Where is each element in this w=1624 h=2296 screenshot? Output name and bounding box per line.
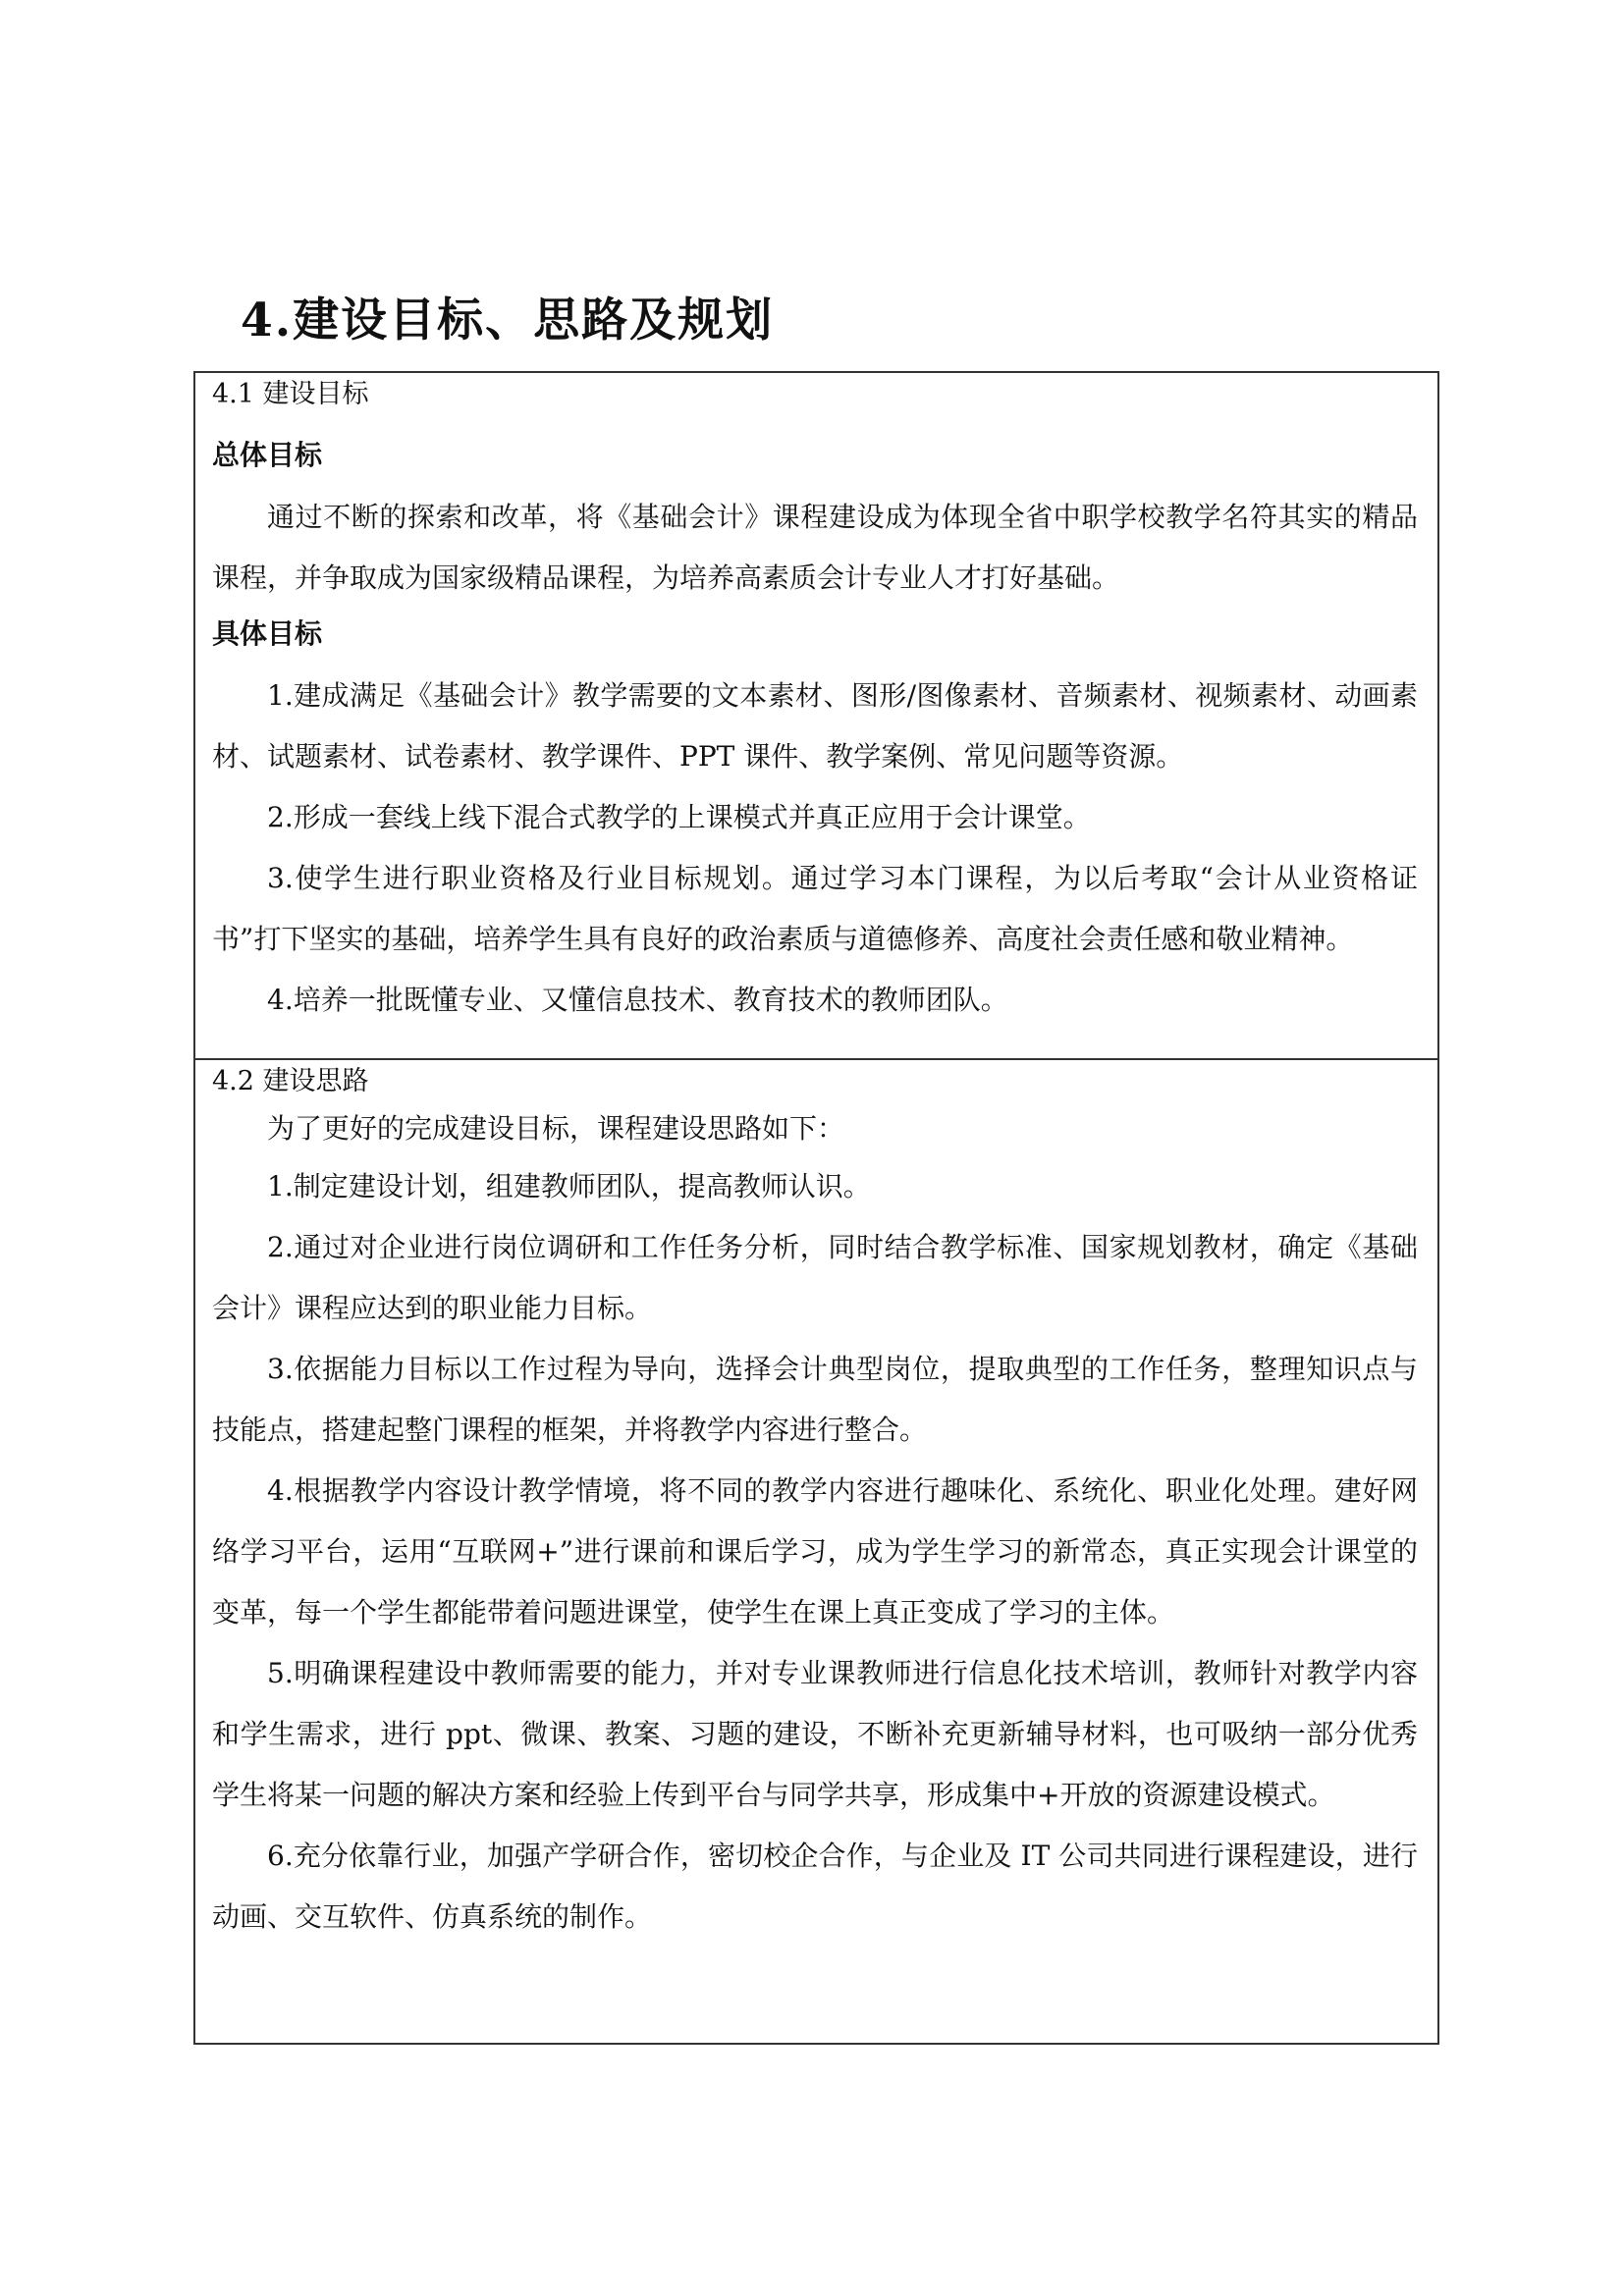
approach-item: 6.充分依靠行业，加强产学研合作，密切校企合作，与企业及 IT 公司共同进行课程建设，进行动画、交互软件、仿真系统的制作。	[212, 1840, 1418, 1933]
specific-goal-item: 2.形成一套线上线下混合式教学的上课模式并真正应用于会计课堂。	[267, 801, 1091, 833]
overall-goal-text: 通过不断的探索和改革，将《基础会计》课程建设成为体现全省中职学校教学名符其实的精品课程，并争取成为国家级精品课程，为培养高素质会计专业人才打好基础。	[212, 501, 1418, 594]
approach-item: 2.通过对企业进行岗位调研和工作任务分析，同时结合教学标准、国家规划教材，确定《基础会计》课程应达到的职业能力目标。	[212, 1231, 1418, 1324]
overall-goal-heading: 总体目标	[212, 439, 323, 471]
page-title: 4.建设目标、思路及规划	[241, 294, 775, 347]
approach-item: 1.制定建设计划，组建教师团队，提高教师认识。	[267, 1170, 871, 1202]
specific-goal-item: 3.使学生进行职业资格及行业目标规划。通过学习本门课程，为以后考取“会计从业资格证书”打下坚实的基础，培养学生具有良好的政治素质与道德修养、高度社会责任感和敬业精神。	[212, 862, 1418, 955]
specific-goal-item: 1.建成满足《基础会计》教学需要的文本素材、图形/图像素材、音频素材、视频素材、动画素材、试题素材、试卷素材、教学课件、PPT 课件、教学案例、常见问题等资源。	[212, 679, 1418, 773]
approach-intro: 为了更好的完成建设目标，课程建设思路如下：	[267, 1112, 845, 1145]
construction-goals-section	[193, 371, 1439, 1060]
approach-item: 4.根据教学内容设计教学情境，将不同的教学内容进行趣味化、系统化、职业化处理。建好网络学习平台，运用“互联网+”进行课前和课后学习，成为学生学习的新常态，真正实现会计课堂的变革，每一个学生都能带着问题进课堂，使学生在课上真正变成了学习的主体。	[212, 1474, 1418, 1629]
goals-section-label: 4.1 建设目标	[212, 379, 369, 409]
specific-goal-item: 4.培养一批既懂专业、又懂信息技术、教育技术的教师团队。	[267, 984, 1008, 1016]
approach-section-label: 4.2 建设思路	[212, 1066, 369, 1096]
approach-item: 3.依据能力目标以工作过程为导向，选择会计典型岗位，提取典型的工作任务，整理知识点与技能点，搭建起整门课程的框架，并将教学内容进行整合。	[212, 1353, 1418, 1446]
construction-approach-section	[193, 1058, 1439, 2045]
specific-goal-heading: 具体目标	[212, 617, 323, 650]
approach-item: 5.明确课程建设中教师需要的能力，并对专业课教师进行信息化技术培训，教师针对教学内容和学生需求，进行 ppt、微课、教案、习题的建设，不断补充更新辅导材料，也可吸纳一部分优秀学生将某一问题的解决方案和经验上传到平台与同学共享，形成集中+开放的资源建设模式。	[212, 1657, 1418, 1811]
